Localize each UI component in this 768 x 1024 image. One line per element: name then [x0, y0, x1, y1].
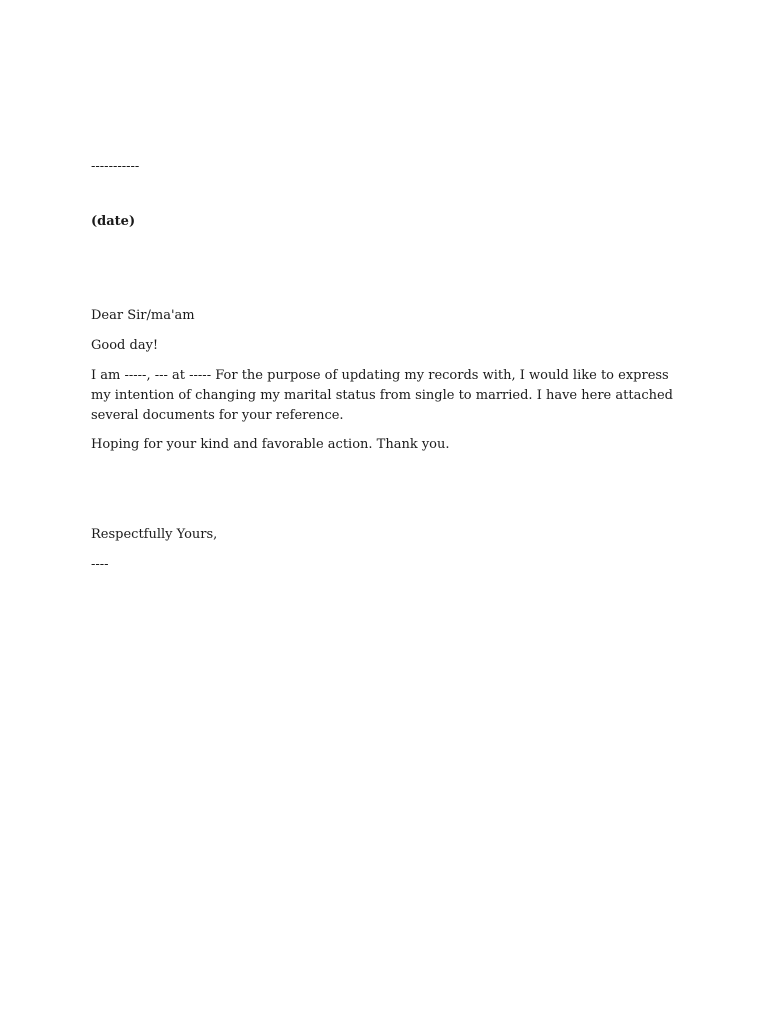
sender-placeholder: ----------- [91, 159, 140, 174]
body-paragraph: I am -----, --- at ----- For the purpose of updating my records with, I would like to express my intention of changing my marital status from single to married. I have here attached several documents for your reference. [91, 368, 673, 423]
salutation: Dear Sir/ma'am [91, 308, 195, 323]
signature-placeholder: ---- [91, 557, 109, 572]
closing-paragraph: Hoping for your kind and favorable action. Thank you. [91, 437, 450, 452]
greeting: Good day! [91, 338, 159, 353]
sign-off: Respectfully Yours, [91, 527, 218, 542]
date-placeholder: (date) [91, 214, 136, 229]
